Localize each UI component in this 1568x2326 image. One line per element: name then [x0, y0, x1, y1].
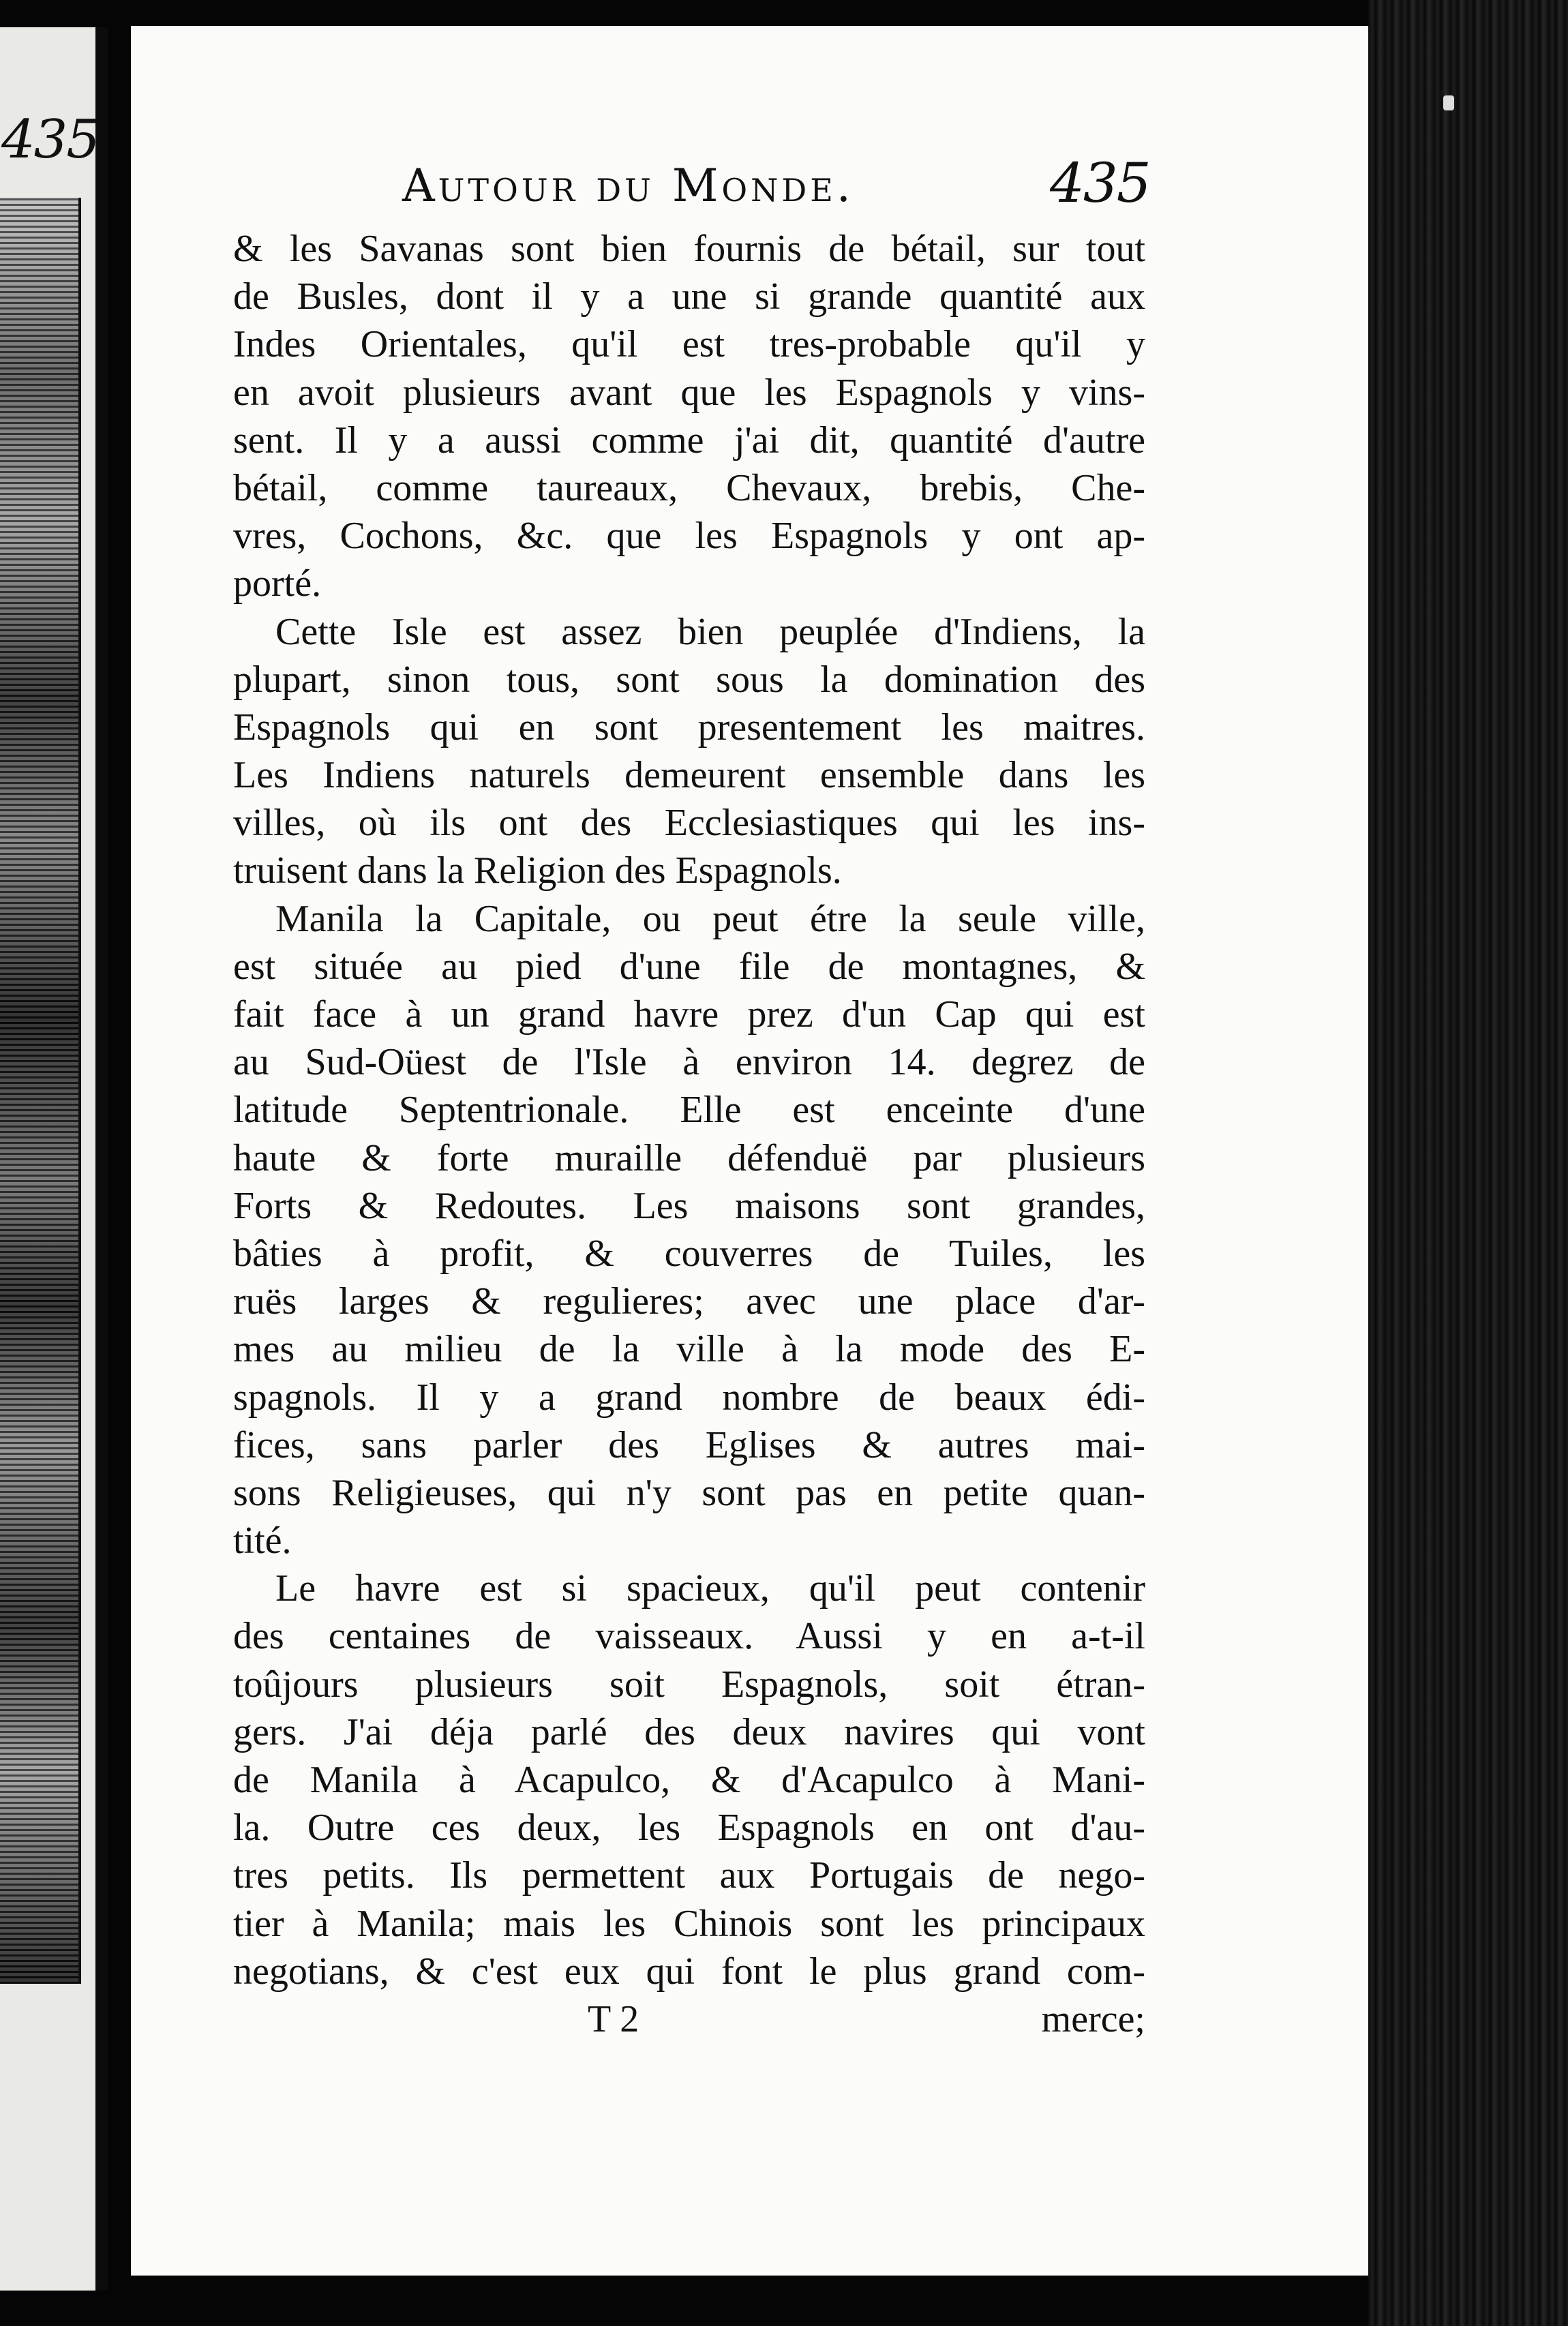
adjacent-left-page: [0, 27, 108, 2291]
text-line: porté.: [233, 562, 322, 605]
running-title: Autour du Monde.: [402, 160, 854, 212]
text-line: mes au milieu de la ville à la mode des E-: [233, 1328, 1145, 1371]
engraving-illustration: [0, 198, 81, 1984]
body-text: [233, 225, 1145, 1995]
text-line: vres, Cochons, &c. que les Espagnols y ont ap-: [233, 515, 1145, 558]
running-head: [273, 151, 1150, 220]
text-line: Indes Orientales, qu'il est tres-probable qu'il y: [233, 323, 1145, 366]
text-line: tité.: [233, 1520, 292, 1562]
page-number: 435: [1050, 151, 1150, 215]
text-line: sons Religieuses, qui n'y sont pas en petite quan-: [233, 1471, 1145, 1514]
text-line: est située au pied d'une file de montagnes, &: [233, 945, 1145, 988]
text-line: tres petits. Ils permettent aux Portugais de nego-: [233, 1854, 1145, 1897]
text-line: fices, sans parler des Eglises & autres mai-: [233, 1423, 1145, 1466]
paragraph-start: Cette Isle est assez bien peuplée d'Indiens, la: [275, 610, 1145, 653]
text-line: bâties à profit, & couverres de Tuiles, les: [233, 1232, 1145, 1275]
catchword: merce;: [1041, 1998, 1145, 2040]
text-line: toûjours plusieurs soit Espagnols, soit étran-: [233, 1663, 1145, 1706]
signature-mark: T 2: [588, 1998, 639, 2040]
text-line: tier à Manila; mais les Chinois sont les principaux: [233, 1902, 1145, 1945]
text-line: plupart, sinon tous, sont sous la domination des: [233, 658, 1145, 701]
text-line: de Busles, dont il y a une si grande quantité aux: [233, 275, 1145, 318]
text-line: Espagnols qui en sont presentement les maitres.: [233, 706, 1145, 749]
text-line: Forts & Redoutes. Les maisons sont grandes,: [233, 1184, 1145, 1227]
text-line: au Sud-Oüest de l'Isle à environ 14. degrez de: [233, 1041, 1145, 1084]
text-line: & les Savanas sont bien fournis de bétail, sur tout: [233, 228, 1145, 270]
text-line: negotians, & c'est eux qui font le plus grand com-: [233, 1950, 1145, 1993]
paragraph-start: Manila la Capitale, ou peut étre la seule ville,: [275, 897, 1145, 940]
text-line: sent. Il y a aussi comme j'ai dit, quantité d'autre: [233, 419, 1145, 462]
text-line: latitude Septentrionale. Elle est enceinte d'une: [233, 1089, 1145, 1132]
text-line: fait face à un grand havre prez d'un Cap qui est: [233, 993, 1145, 1036]
edge-mark: [1443, 95, 1454, 110]
text-line: la. Outre ces deux, les Espagnols en ont d'au-: [233, 1807, 1145, 1849]
text-line: gers. J'ai déja parlé des deux navires qui vont: [233, 1710, 1145, 1753]
text-line: spagnols. Il y a grand nombre de beaux édi-: [233, 1376, 1145, 1419]
page-footer: [233, 1997, 1145, 2052]
text-line: truisent dans la Religion des Espagnols.: [233, 849, 842, 892]
paragraph-start: Le havre est si spacieux, qu'il peut contenir: [275, 1567, 1145, 1610]
book-edge: [1368, 0, 1568, 2326]
text-line: haute & forte muraille défenduë par plusieurs: [233, 1136, 1145, 1179]
left-page-number: 435: [1, 109, 99, 170]
text-line: des centaines de vaisseaux. Aussi y en a-t-il: [233, 1615, 1145, 1658]
text-line: Les Indiens naturels demeurent ensemble dans les: [233, 754, 1145, 797]
text-line: en avoit plusieurs avant que les Espagnols y vins-: [233, 371, 1145, 414]
text-line: villes, où ils ont des Ecclesiastiques qui les ins-: [233, 802, 1145, 845]
text-line: ruës larges & regulieres; avec une place d'ar-: [233, 1280, 1145, 1323]
text-line: de Manila à Acapulco, & d'Acapulco à Mani-: [233, 1759, 1145, 1801]
text-line: bétail, comme taureaux, Chevaux, brebis, Che-: [233, 466, 1145, 509]
